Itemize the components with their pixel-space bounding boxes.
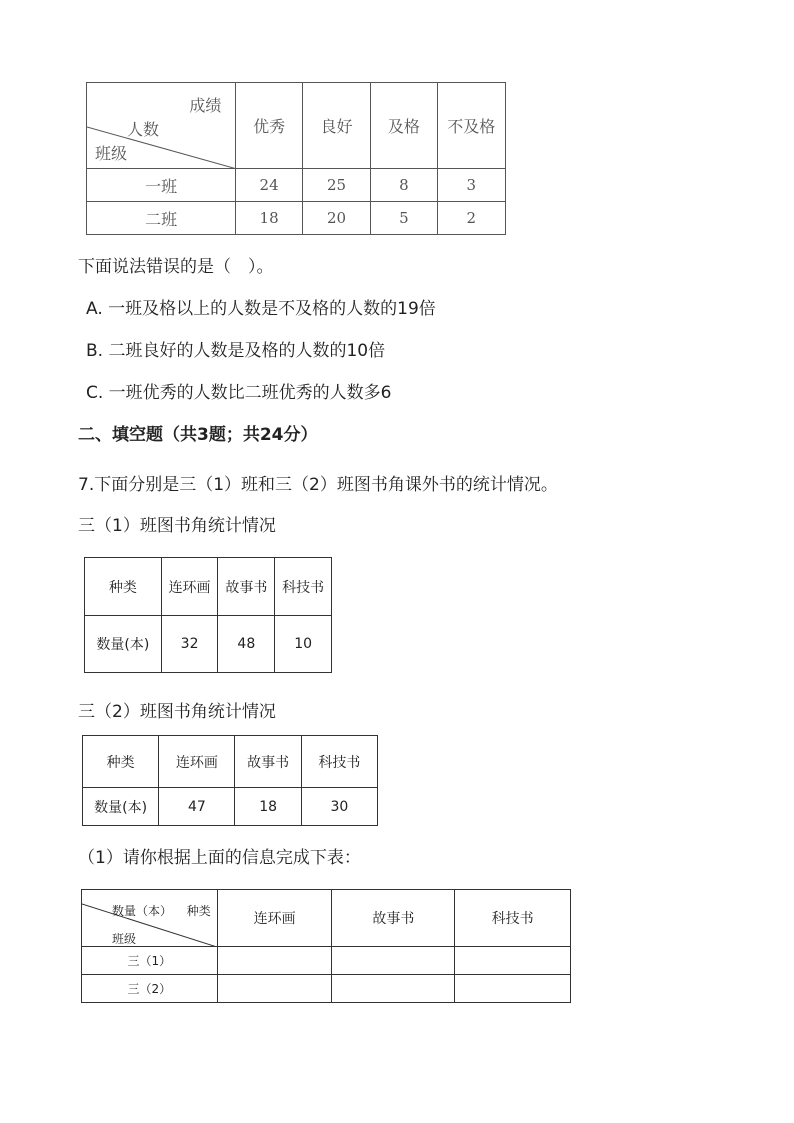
header-class-label: 班级 [112,932,137,946]
blank-cell[interactable] [455,947,571,975]
table-row [85,558,332,616]
column-header: 不及格 [437,83,505,169]
blank-cell[interactable] [217,975,332,1003]
table-cell: 数量(本) [85,616,162,673]
column-header: 良好 [302,83,370,169]
fill-in-table [81,889,571,1003]
question-stem: 7.下面分别是三（1）班和三（2）班图书角课外书的统计情况。 [78,475,558,495]
blank-cell[interactable] [332,975,455,1003]
table-cell: 24 [236,169,302,202]
table-cell: 3 [437,169,505,202]
table-cell: 科技书 [275,558,332,616]
option-a: A. 一班及格以上的人数是不及格的人数的19倍 [86,299,436,319]
section-title: 二、填空题（共3题；共24分） [78,425,318,445]
diagonal-header-cell [87,83,236,169]
header-class-label: 班级 [95,144,128,163]
table-row [87,169,506,202]
blank-cell[interactable] [217,947,332,975]
table-cell: 种类 [83,736,159,788]
table-cell: 32 [161,616,218,673]
class1-book-table [84,557,332,673]
table-cell: 10 [275,616,332,673]
table-cell: 18 [235,788,301,826]
row-label: 三（2） [82,975,218,1003]
row-label: 二班 [87,202,236,235]
table-cell: 25 [302,169,370,202]
blank-cell[interactable] [455,975,571,1003]
sub-question: （1）请你根据上面的信息完成下表： [78,848,361,868]
header-score-label: 成绩 [189,96,222,115]
table-cell: 8 [371,169,437,202]
table-row [83,736,378,788]
header-quantity-label: 数量（本） [112,904,173,918]
table-cell: 20 [302,202,370,235]
table-cell: 故事书 [235,736,301,788]
table-row [82,975,571,1003]
option-c: C. 一班优秀的人数比二班优秀的人数多6 [86,383,392,403]
table-cell: 连环画 [159,736,235,788]
diagonal-header-cell [82,890,218,947]
table-cell: 科技书 [301,736,377,788]
row-label: 一班 [87,169,236,202]
table-cell: 种类 [85,558,162,616]
column-header: 优秀 [236,83,302,169]
option-b: B. 二班良好的人数是及格的人数的10倍 [86,341,386,361]
table-row [87,202,506,235]
table-cell: 连环画 [161,558,218,616]
table-caption: 三（2）班图书角统计情况 [78,702,276,722]
table-row [83,788,378,826]
column-header: 科技书 [455,890,571,947]
table-cell: 18 [236,202,302,235]
column-header: 及格 [371,83,437,169]
table-caption: 三（1）班图书角统计情况 [78,516,276,536]
score-table [86,82,506,235]
column-header: 故事书 [332,890,455,947]
table-cell: 48 [218,616,275,673]
table-cell: 数量(本) [83,788,159,826]
question-stem: 下面说法错误的是（ ）。 [78,257,274,277]
class2-book-table [82,735,378,826]
table-cell: 2 [437,202,505,235]
table-cell: 故事书 [218,558,275,616]
row-label: 三（1） [82,947,218,975]
table-cell: 30 [301,788,377,826]
table-row [85,616,332,673]
table-row [82,947,571,975]
column-header: 连环画 [217,890,332,947]
table-cell: 5 [371,202,437,235]
blank-cell[interactable] [332,947,455,975]
header-kind-label: 种类 [186,904,211,918]
table-cell: 47 [159,788,235,826]
header-count-label: 人数 [127,120,160,139]
